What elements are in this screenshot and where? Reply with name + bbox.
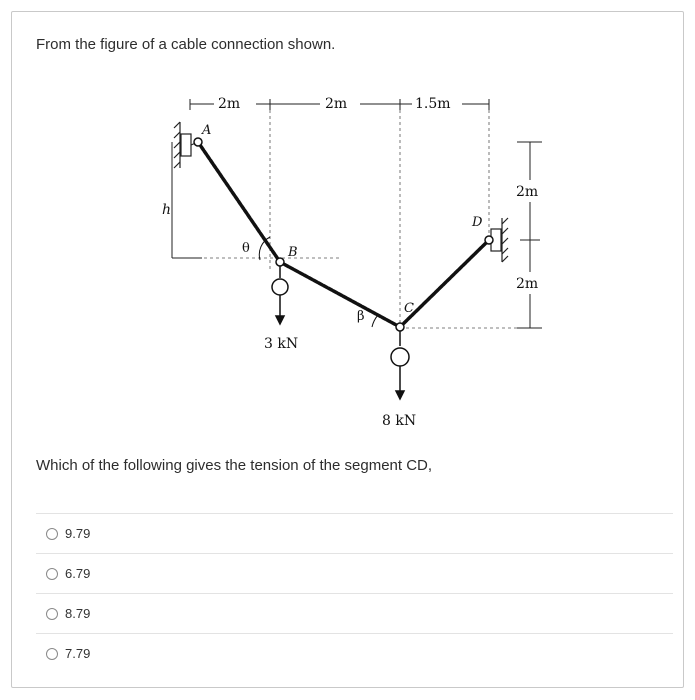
joints <box>194 138 493 331</box>
dim-right-2-label: 2m <box>516 276 539 292</box>
hanger-b <box>272 266 288 324</box>
height-h-label: h <box>162 202 172 218</box>
angle-theta-label: θ <box>242 241 250 256</box>
hanger-c <box>391 331 409 399</box>
option-label: 7.79 <box>65 646 91 661</box>
option-3[interactable] <box>36 593 673 633</box>
point-a-label: A <box>202 123 212 138</box>
radio-button[interactable] <box>46 568 58 580</box>
load-b-label: 3 kN <box>264 336 299 352</box>
radio-button[interactable] <box>46 528 58 540</box>
question-prompt: From the figure of a cable connection shown. <box>36 36 336 53</box>
height-dimension <box>172 142 202 258</box>
dim-top-3-label: 1.5m <box>415 96 451 112</box>
right-dimension <box>517 142 542 328</box>
radio-button[interactable] <box>46 608 58 620</box>
cable <box>198 142 489 327</box>
option-label: 9.79 <box>65 526 91 541</box>
dim-right-1-label: 2m <box>516 184 539 200</box>
point-b-label: B <box>288 245 298 260</box>
angle-beta-label: β <box>357 309 365 324</box>
dim-top-2-label: 2m <box>325 96 348 112</box>
point-d-label: D <box>472 215 483 230</box>
beta-arc <box>372 315 378 327</box>
question-card <box>11 11 684 688</box>
question-text: Which of the following gives the tension of the segment CD, <box>36 457 433 474</box>
option-2[interactable] <box>36 553 673 593</box>
point-c-label: C <box>404 301 414 316</box>
load-c-label: 8 kN <box>382 413 417 429</box>
radio-button[interactable] <box>46 648 58 660</box>
option-4[interactable] <box>36 633 673 673</box>
cable-figure <box>142 90 572 440</box>
option-label: 8.79 <box>65 606 91 621</box>
option-1[interactable] <box>36 513 673 553</box>
dim-top-1-label: 2m <box>218 96 241 112</box>
theta-arc <box>259 237 270 260</box>
option-label: 6.79 <box>65 566 91 581</box>
answer-options <box>36 513 673 673</box>
